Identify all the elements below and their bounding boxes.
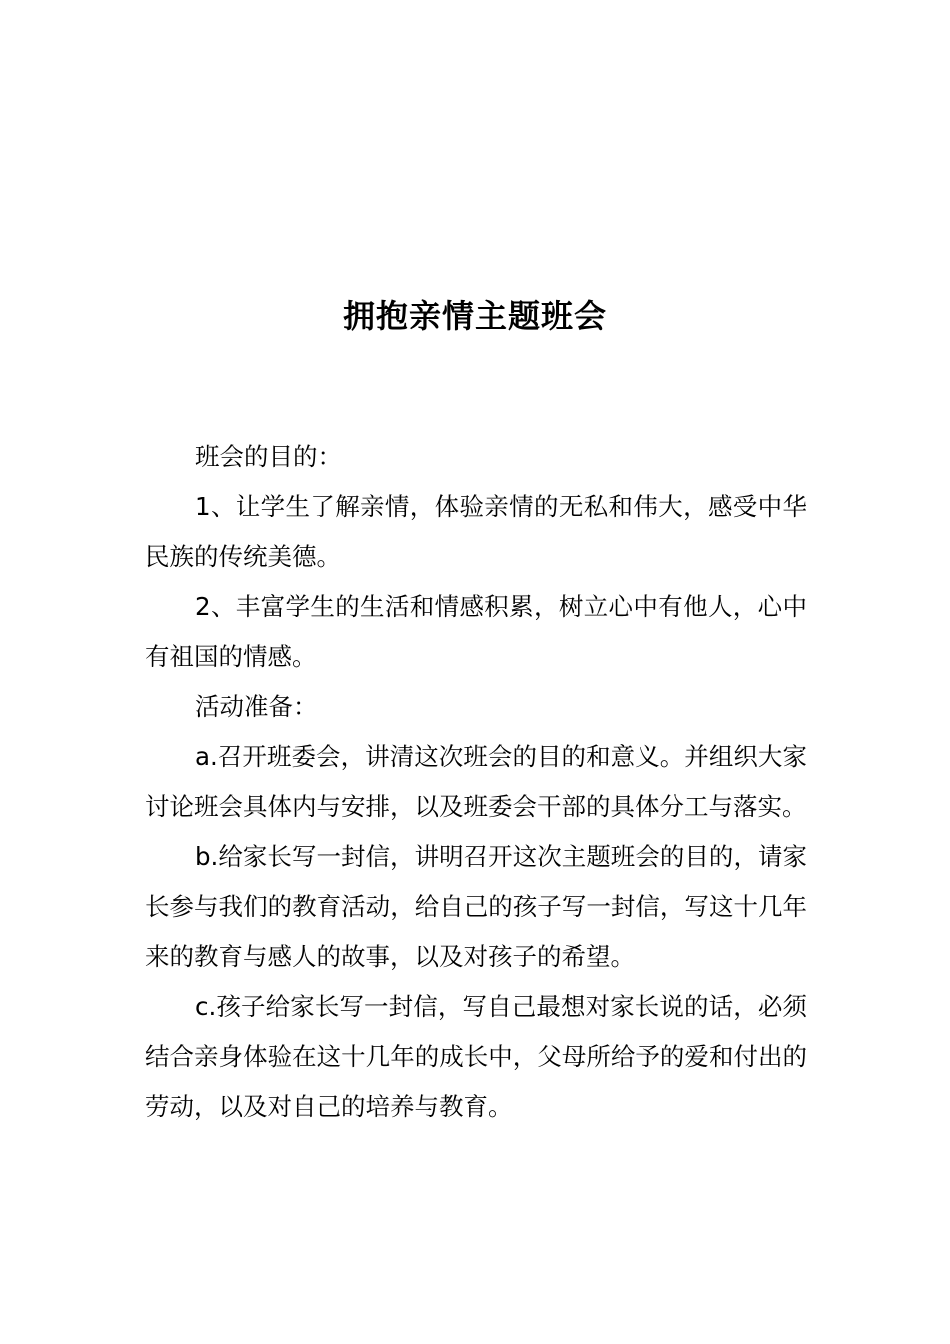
paragraph-purpose-2: 2、丰富学生的生活和情感积累，树立心中有他人，心中有祖国的情感。 — [145, 592, 807, 671]
paragraph-preparation-b: b.给家长写一封信，讲明召开这次主题班会的目的，请家长参与我们的教育活动，给自己的孩子写一封信，写这十几年来的教育与感人的故事，以及对孩子的希望。 — [145, 842, 807, 971]
paragraph-preparation-a: a.召开班委会，讲清这次班会的目的和意义。并组织大家讨论班会具体内与安排，以及班委会干部的具体分工与落实。 — [145, 742, 807, 821]
paragraph-preparation-c: c.孩子给家长写一封信，写自己最想对家长说的话，必须结合亲身体验在这十几年的成长中，父母所给予的爱和付出的劳动，以及对自己的培养与教育。 — [145, 992, 807, 1121]
document-body — [145, 432, 807, 1132]
paragraph-preparation-heading: 活动准备： — [195, 692, 318, 721]
paragraph-purpose-1: 1、让学生了解亲情，体验亲情的无私和伟大，感受中华民族的传统美德。 — [145, 492, 807, 571]
paragraph-purpose-heading: 班会的目的： — [195, 442, 342, 471]
document-title: 拥抱亲情主题班会 — [342, 297, 607, 335]
